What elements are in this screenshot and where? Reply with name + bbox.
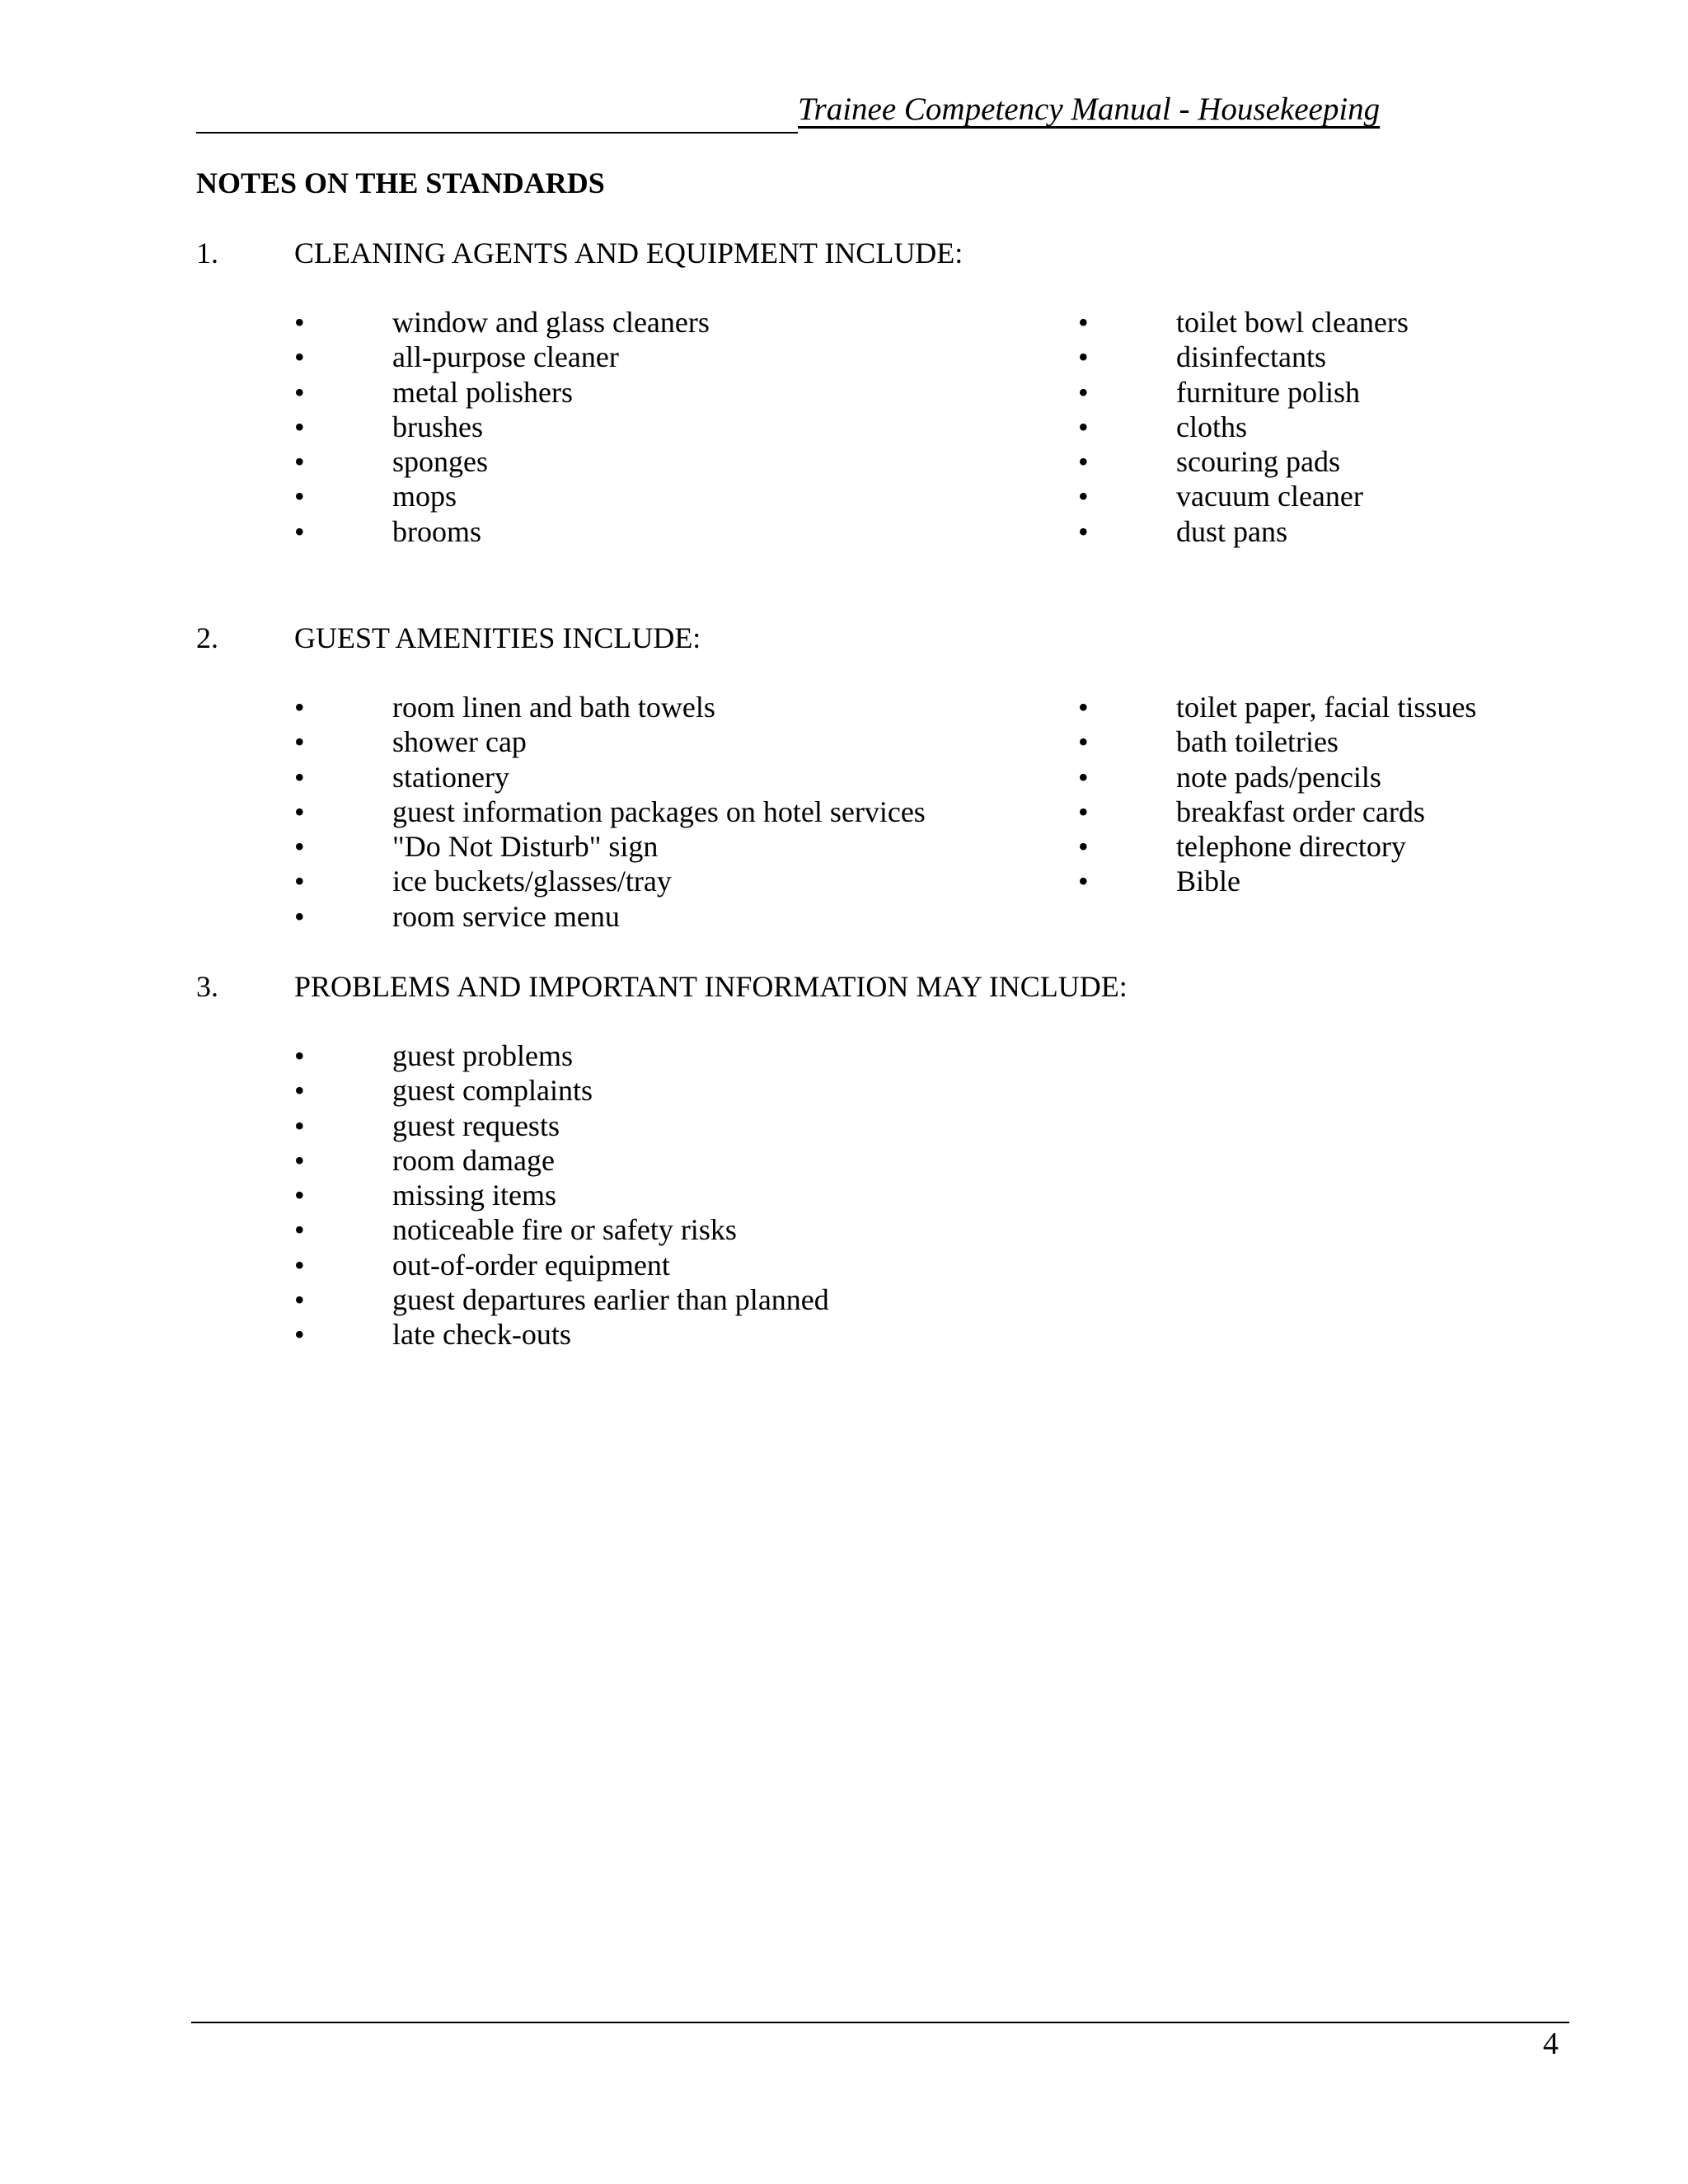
bullet-icon: • [294, 480, 305, 513]
section-number: 1. [196, 237, 218, 269]
list-item-text: all-purpose cleaner [392, 340, 619, 374]
list-item-text: guest information packages on hotel services [392, 794, 926, 828]
bullet-icon: • [294, 865, 305, 898]
list-item-text: room service menu [392, 899, 620, 933]
list-item-text: window and glass cleaners [392, 306, 710, 339]
list-item-text: noticeable fire or safety risks [392, 1213, 737, 1247]
section-number: 2. [196, 621, 218, 654]
bullet-icon: • [1078, 410, 1089, 443]
list-item-text: vacuum cleaner [1176, 480, 1363, 513]
list-item-text: metal polishers [392, 375, 573, 409]
bullet-icon: • [294, 375, 305, 409]
list-item-text: scouring pads [1176, 445, 1340, 479]
bullet-icon: • [294, 794, 305, 828]
bullet-icon: • [1078, 760, 1089, 794]
bullet-icon: • [294, 1074, 305, 1108]
list-item-text: toilet paper, facial tissues [1176, 691, 1477, 724]
page-number: 4 [1543, 2027, 1559, 2061]
bullet-icon: • [294, 410, 305, 443]
list-item-text: out-of-order equipment [392, 1248, 670, 1282]
list-item-text: note pads/pencils [1176, 760, 1381, 794]
list-item-text: cloths [1176, 410, 1247, 443]
bullet-icon: • [294, 691, 305, 724]
bullet-icon: • [294, 1318, 305, 1352]
section-heading: PROBLEMS AND IMPORTANT INFORMATION MAY INCLUDE: [294, 970, 1128, 1003]
bullet-icon: • [294, 1248, 305, 1282]
notes-heading: NOTES ON THE STANDARDS [196, 166, 605, 199]
bullet-icon: • [294, 1108, 305, 1142]
list-item-text: sponges [392, 445, 488, 479]
list-item-text: Bible [1176, 865, 1240, 898]
section-number: 3. [196, 970, 218, 1003]
bullet-icon: • [1078, 830, 1089, 864]
footer-rule [191, 2022, 1569, 2023]
bullet-icon: • [294, 725, 305, 759]
list-item-text: mops [392, 480, 457, 513]
list-item-text: guest complaints [392, 1074, 593, 1108]
bullet-icon: • [1078, 691, 1089, 724]
list-item-text: breakfast order cards [1176, 794, 1425, 828]
list-item-text: room linen and bath towels [392, 691, 715, 724]
bullet-icon: • [1078, 865, 1089, 898]
list-item-text: ice buckets/glasses/tray [392, 865, 672, 898]
bullet-icon: • [1078, 340, 1089, 374]
bullet-icon: • [294, 760, 305, 794]
list-item-text: telephone directory [1176, 830, 1406, 864]
list-item-text: toilet bowl cleaners [1176, 306, 1409, 339]
bullet-icon: • [294, 1213, 305, 1247]
bullet-icon: • [1078, 480, 1089, 513]
bullet-icon: • [294, 1283, 305, 1317]
bullet-icon: • [294, 445, 305, 479]
list-item-text: room damage [392, 1143, 555, 1177]
list-item-text: stationery [392, 760, 509, 794]
bullet-icon: • [294, 340, 305, 374]
bullet-icon: • [1078, 725, 1089, 759]
list-item-text: disinfectants [1176, 340, 1326, 374]
bullet-icon: • [294, 830, 305, 864]
bullet-icon: • [1078, 306, 1089, 339]
bullet-icon: • [1078, 445, 1089, 479]
list-item-text: brooms [392, 514, 481, 548]
header-rule [196, 132, 798, 134]
list-item-text: guest departures earlier than planned [392, 1283, 829, 1317]
list-item-text: dust pans [1176, 514, 1287, 548]
list-item-text: "Do Not Disturb" sign [392, 830, 659, 864]
running-header: Trainee Competency Manual - Housekeeping [798, 91, 1381, 127]
list-item-text: brushes [392, 410, 483, 443]
bullet-icon: • [1078, 375, 1089, 409]
bullet-icon: • [294, 1143, 305, 1177]
list-item-text: missing items [392, 1179, 557, 1212]
list-item-text: late check-outs [392, 1318, 571, 1352]
section-heading: CLEANING AGENTS AND EQUIPMENT INCLUDE: [294, 237, 964, 269]
list-item-text: guest problems [392, 1039, 573, 1072]
list-item-text: furniture polish [1176, 375, 1360, 409]
bullet-icon: • [294, 1039, 305, 1072]
bullet-icon: • [294, 1179, 305, 1212]
bullet-icon: • [294, 514, 305, 548]
section-heading: GUEST AMENITIES INCLUDE: [294, 621, 701, 654]
bullet-icon: • [1078, 514, 1089, 548]
list-item-text: shower cap [392, 725, 527, 759]
bullet-icon: • [294, 306, 305, 339]
bullet-icon: • [1078, 794, 1089, 828]
bullet-icon: • [294, 899, 305, 933]
list-item-text: bath toiletries [1176, 725, 1339, 759]
list-item-text: guest requests [392, 1108, 560, 1142]
